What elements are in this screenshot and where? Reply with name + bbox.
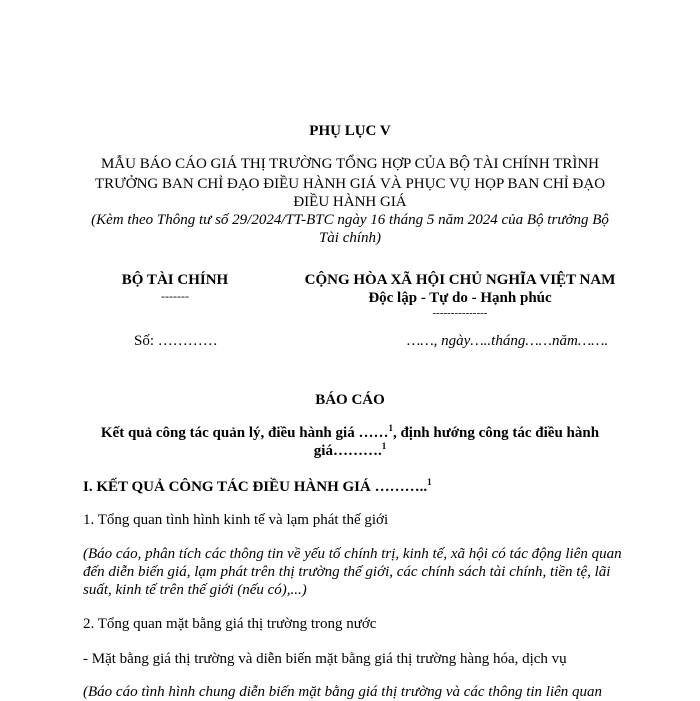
- attached-note-line-1: (Kèm theo Thông tư số 29/2024/TT-BTC ngày 16 tháng 5 năm 2024 của Bộ trưởng Bộ: [91, 212, 609, 228]
- appendix-title: PHỤ LỤC V: [309, 123, 391, 139]
- section-1-item-1: 1. Tổng quan tình hình kinh tế và lạm phát thế giới: [83, 512, 389, 528]
- section-1-heading: I. KẾT QUẢ CÔNG TÁC ĐIỀU HÀNH GIÁ ………..$^1$: [83, 477, 432, 495]
- item-1-note-line-2: đến diễn biến giá, lạm phát trên thị trường thế giới, các chính sách tài chính, tiền tệ, lãi: [83, 564, 611, 580]
- report-heading: BÁO CÁO: [315, 392, 385, 408]
- report-subtitle-line-2: giá……….$^1$: [313, 441, 387, 459]
- date-line: ……, ngày…..tháng……năm…….: [407, 333, 609, 349]
- item-1-note-line-3: suất, kinh tế trên thế giới (nếu có),...): [83, 582, 307, 598]
- form-title-line-3: ĐIỀU HÀNH GIÁ: [293, 194, 407, 210]
- republic-name: CỘNG HÒA XÃ HỘI CHỦ NGHĨA VIỆT NAM: [304, 272, 616, 288]
- document-number: Số: …………: [134, 333, 218, 349]
- attached-note-line-2: Tài chính): [318, 230, 382, 246]
- motto-rule: ---------------: [432, 307, 488, 319]
- ministry-rule: -------: [161, 289, 189, 303]
- item-2-bullet: - Mặt bằng giá thị trường và diễn biến mặt bằng giá thị trường hàng hóa, dịch vụ: [83, 651, 567, 667]
- national-motto: Độc lập - Tự do - Hạnh phúc: [368, 290, 552, 306]
- ministry-name: BỘ TÀI CHÍNH: [121, 272, 229, 288]
- form-title-line-2: TRƯỞNG BAN CHỈ ĐẠO ĐIỀU HÀNH GIÁ VÀ PHỤC VỤ HỌP BAN CHỈ ĐẠO: [94, 176, 606, 192]
- item-2-note-line-1: (Báo cáo tình hình chung diễn biến mặt bằng giá thị trường và các thông tin liên quan: [83, 684, 603, 700]
- form-title-line-1: MẪU BÁO CÁO GIÁ THỊ TRƯỜNG TỔNG HỢP CỦA BỘ TÀI CHÍNH TRÌNH: [100, 156, 600, 172]
- section-1-item-2: 2. Tổng quan mặt bằng giá thị trường trong nước: [83, 616, 377, 632]
- item-1-note-line-1: (Báo cáo, phân tích các thông tin về yếu tố chính trị, kinh tế, xã hội có tác động liên quan: [83, 546, 622, 562]
- report-subtitle-line-1: Kết quả công tác quản lý, điều hành giá ……$^1$, định hướng công tác điều hành: [100, 423, 600, 441]
